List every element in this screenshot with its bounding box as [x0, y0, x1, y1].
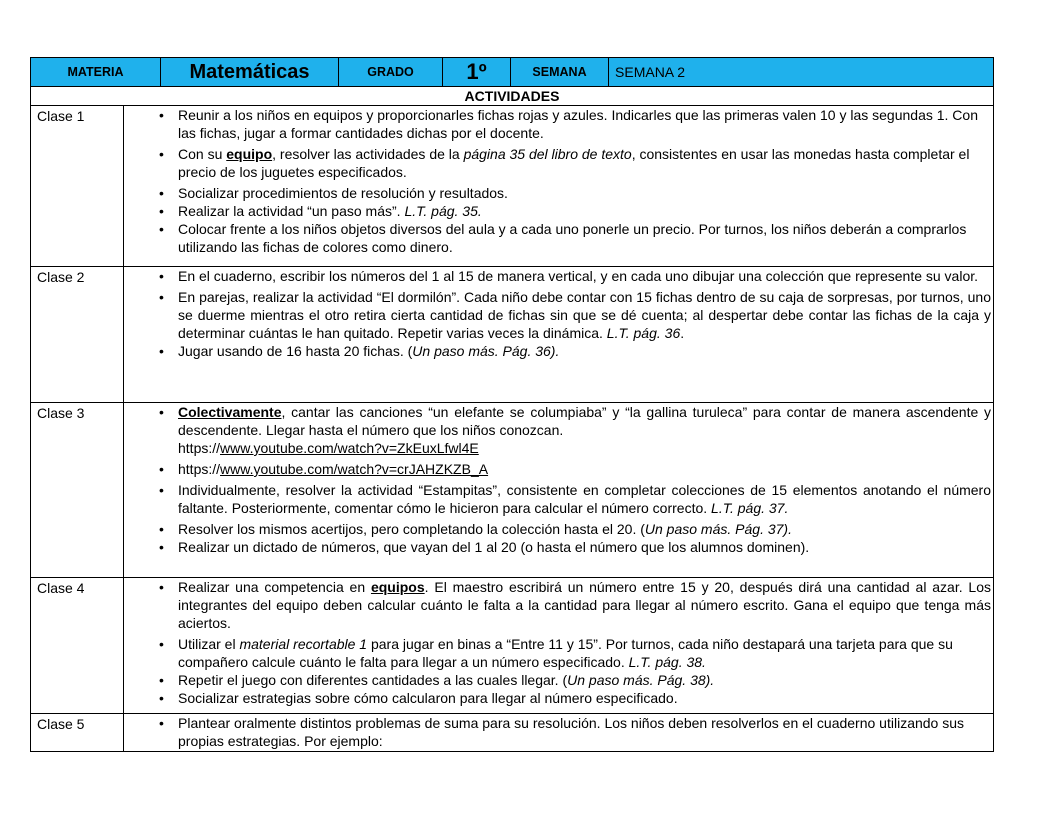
item-emphasis: equipos — [370, 579, 425, 595]
item-text: Con su — [178, 146, 227, 162]
activity-list — [124, 267, 991, 360]
item-reference: L.T. pág. 38. — [628, 654, 706, 670]
youtube-link-2[interactable]: www.youtube.com/watch?v=crJAHZKZB_A — [220, 461, 489, 477]
list-item — [124, 145, 991, 181]
activity-list — [124, 578, 991, 707]
item-text: En parejas, realizar la actividad “El dormilón”. Cada niño debe contar con 15 fichas dentro de su caja de sorpresas, por turnos, uno se duerme mientras el otro retira cierta cantidad de fichas sin que se dé cuenta; al despertar debe contar las fichas de la caja y determinar cuántas le han quitado. Repetir varias veces la dinámica. — [178, 289, 992, 341]
item-text: https:// — [178, 461, 221, 477]
item-text: Utilizar el — [178, 636, 240, 652]
clase-content — [124, 106, 994, 267]
clase-row-3 — [31, 403, 994, 578]
item-text: Resolver los mismos acertijos, pero completando la colección hasta el 20. ( — [178, 521, 645, 537]
item-emphasis: Colectivamente — [178, 404, 282, 420]
actividades-heading: ACTIVIDADES — [31, 87, 994, 106]
header-row — [31, 58, 994, 87]
clase-content — [124, 578, 994, 714]
clase-content — [124, 714, 994, 752]
item-text: En el cuaderno, escribir los números del 1 al 15 de manera vertical, y en cada uno dibujar una colección que represente su valor. — [178, 268, 979, 284]
item-text: Individualmente, resolver la actividad “Estampitas”, consistente en completar colecciones de 15 elementos anotando el número faltante. Posteriormente, comentar cómo le hicieron para calcular el número correcto. — [178, 482, 992, 516]
item-text: para jugar en binas a “Entre 11 y 15”. Por turnos, cada niño destapará una tarjeta para que su compañero calcule cuánto le falta para llegar a un número especificado. — [178, 636, 953, 670]
materia-value: Matemáticas — [161, 58, 339, 87]
item-reference: L.T. pág. 36 — [606, 325, 681, 341]
list-item — [124, 538, 991, 556]
item-text: https:// — [178, 440, 221, 456]
clase-label: Clase 1 — [31, 106, 124, 267]
clase-row-2 — [31, 267, 994, 403]
item-text: Reunir a los niños en equipos y proporcionarles fichas rojas y azules. Indicarles que las primeras valen 10 y las segundas 1. Con las fichas, jugar a formar cantidades dichas por el docente. — [178, 107, 978, 141]
clase-content — [124, 267, 994, 403]
item-reference: Un paso más. Pág. 36). — [412, 343, 560, 359]
list-item — [124, 220, 991, 256]
list-item — [124, 288, 991, 342]
item-text: Realizar la actividad “un paso más”. — [178, 203, 405, 219]
list-item — [124, 689, 991, 707]
semana-label: SEMANA — [511, 58, 609, 87]
list-item — [124, 481, 991, 517]
list-item — [124, 184, 991, 202]
item-text: , consistentes en usar las monedas hasta completar el precio de los juguetes especificados. — [178, 146, 970, 180]
item-text: Realizar una competencia en — [178, 579, 371, 595]
item-text: Socializar estrategias sobre cómo calcularon para llegar al número especificado. — [178, 690, 678, 706]
activity-list — [124, 714, 991, 750]
clase-row-4 — [31, 578, 994, 714]
item-reference: material recortable 1 — [239, 636, 368, 652]
clase-label: Clase 4 — [31, 578, 124, 714]
grado-value: 1º — [443, 58, 511, 87]
grado-label: GRADO — [339, 58, 443, 87]
list-item — [124, 635, 991, 671]
item-text: Socializar procedimientos de resolución y resultados. — [178, 185, 508, 201]
list-item — [124, 106, 991, 142]
item-text: . El maestro escribirá un número entre 15 y 20, después dirá una cantidad al azar. Los integrantes del equipo deben calcular cuánto le falta a la cantidad para llegar al número escrito. Gana el equipo que tenga más aciertos. — [178, 579, 992, 631]
item-text: , resolver las actividades de la — [272, 146, 464, 162]
clase-content — [124, 403, 994, 578]
materia-label: MATERIA — [31, 58, 161, 87]
semana-value: SEMANA 2 — [609, 58, 994, 87]
list-item — [124, 342, 991, 360]
item-reference: Un paso más. Pág. 38). — [567, 672, 715, 688]
clase-label: Clase 5 — [31, 714, 124, 752]
list-item — [124, 714, 991, 750]
item-text: Realizar un dictado de números, que vayan del 1 al 20 (o hasta el número que los alumnos dominen). — [178, 539, 810, 555]
lesson-plan-sheet — [30, 57, 993, 752]
item-text: Colocar frente a los niños objetos diversos del aula y a cada uno ponerle un precio. Por turnos, los niños deberán a comprarlos utilizando las fichas de colores como dinero. — [178, 221, 967, 255]
item-emphasis: equipo — [226, 146, 273, 162]
list-item — [124, 520, 991, 538]
item-text: , cantar las canciones “un elefante se columpiaba” y “la gallina turuleca” para contar de manera ascendente y descendente. Llegar hasta el número que los niños conozcan. — [178, 404, 992, 438]
item-reference: página 35 del libro de texto — [463, 146, 632, 162]
item-text: Jugar usando de 16 hasta 20 fichas. ( — [178, 343, 413, 359]
item-text: Repetir el juego con diferentes cantidades a las cuales llegar. ( — [178, 672, 568, 688]
list-item — [124, 267, 991, 285]
list-item — [124, 403, 991, 457]
list-item — [124, 671, 991, 689]
lesson-plan-table — [30, 57, 994, 752]
list-item — [124, 202, 991, 220]
list-item — [124, 578, 991, 632]
item-text: Plantear oralmente distintos problemas de suma para su resolución. Los niños deben resolverlos en el cuaderno utilizando sus propias estrategias. Por ejemplo: — [178, 715, 965, 749]
youtube-link-1[interactable]: www.youtube.com/watch?v=ZkEuxLfwl4E — [220, 440, 479, 456]
clase-label: Clase 2 — [31, 267, 124, 403]
item-reference: L.T. pág. 37. — [711, 500, 789, 516]
item-text: . — [680, 325, 685, 341]
item-reference: L.T. pág. 35. — [404, 203, 482, 219]
clase-row-1 — [31, 106, 994, 267]
activity-list — [124, 403, 991, 556]
clase-row-5 — [31, 714, 994, 752]
list-item — [124, 460, 991, 478]
activity-list — [124, 106, 991, 256]
item-reference: Un paso más. Pág. 37). — [644, 521, 792, 537]
clase-label: Clase 3 — [31, 403, 124, 578]
actividades-row — [31, 87, 994, 106]
